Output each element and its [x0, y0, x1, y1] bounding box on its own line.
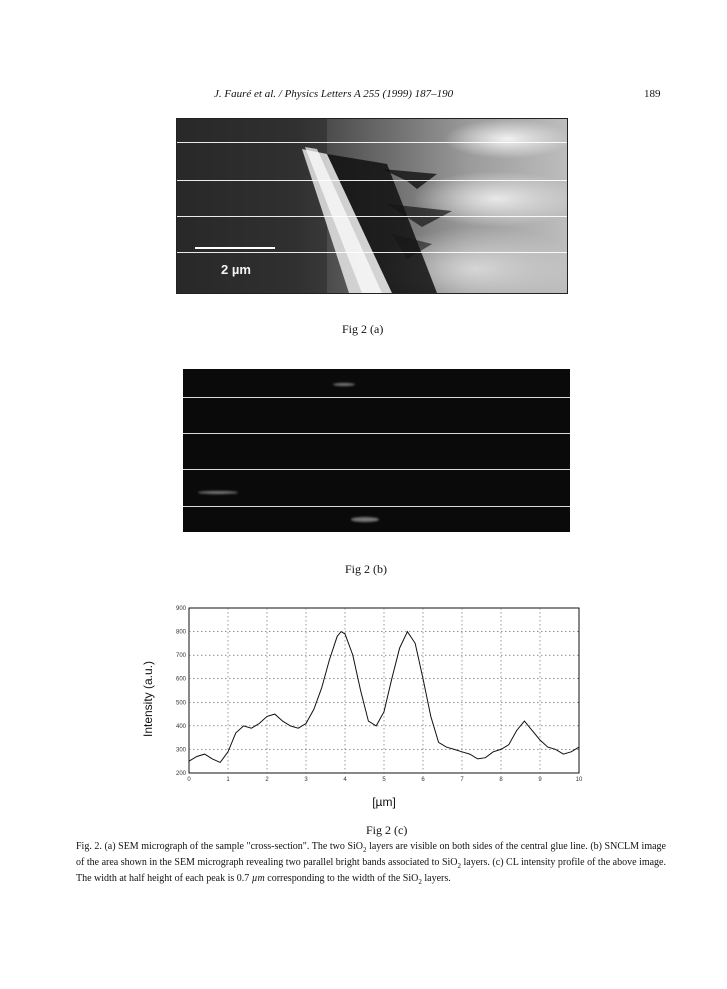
- y-tick-label: 700: [175, 653, 186, 660]
- sem-micrograph: [176, 118, 568, 294]
- caption-text: layers are visible on both sides of the central glue line. (b) SNCLM image of the area shown in the SEM micrograph revealing two parallel bright bands associated to SiO: [76, 841, 666, 868]
- running-head: J. Fauré et al. / Physics Letters A 255 (1999) 187–190: [214, 88, 454, 100]
- caption-subscript: 2: [418, 877, 422, 886]
- figure-a-label: Fig 2 (a): [342, 322, 384, 336]
- page-number: 189: [644, 88, 661, 100]
- x-tick-label: 4: [343, 777, 347, 783]
- bright-spot: [351, 517, 379, 522]
- y-tick-label: 900: [175, 606, 186, 612]
- scan-line: [177, 180, 567, 181]
- x-tick-label: 1: [226, 777, 230, 783]
- x-tick-label: 0: [187, 777, 191, 783]
- scan-line: [183, 469, 570, 470]
- caption-subscript: 2: [363, 846, 367, 854]
- x-tick-label: 3: [304, 777, 308, 783]
- y-tick-label: 300: [175, 747, 186, 754]
- scale-bar-label: 2 µm: [221, 262, 251, 277]
- y-tick-label: 600: [175, 676, 186, 683]
- caption-text: layers. (c) CL intensity profile of the above image. The width at half height of each peak is 0.7: [76, 856, 666, 884]
- x-axis-label: [µm]: [372, 795, 396, 809]
- caption-subscript: 2: [457, 861, 462, 870]
- scan-line: [183, 433, 570, 434]
- scan-line: [183, 506, 570, 507]
- x-tick-label: 10: [575, 777, 583, 783]
- figure-c-label: Fig 2 (c): [366, 823, 408, 837]
- x-tick-label: 5: [382, 777, 386, 783]
- x-tick-label: 6: [421, 777, 425, 783]
- scan-line: [177, 252, 567, 253]
- chart-canvas: [130, 600, 583, 810]
- x-tick-label: 2: [265, 777, 269, 783]
- y-axis-label: Intensity (a.u.): [141, 660, 155, 738]
- caption-text: corresponding to the width of the SiO: [264, 872, 419, 884]
- y-tick-label: 200: [175, 771, 186, 777]
- page-header: [0, 88, 727, 102]
- caption-text: layers.: [421, 872, 451, 884]
- y-tick-label: 500: [175, 700, 186, 707]
- scan-line: [177, 216, 567, 217]
- scan-line: [183, 397, 570, 398]
- intensity-profile-chart: [130, 600, 583, 810]
- caption-text: Fig. 2. (a) SEM micrograph of the sample "cross-section". The two SiO: [76, 841, 364, 852]
- figure-b-label: Fig 2 (b): [345, 562, 387, 576]
- bright-spot: [333, 383, 355, 386]
- y-tick-label: 400: [175, 723, 186, 730]
- figure-caption: [76, 841, 666, 888]
- caption-unit: µm: [251, 872, 265, 884]
- x-tick-label: 8: [499, 777, 503, 783]
- scan-line: [177, 142, 567, 143]
- bright-spot: [198, 491, 238, 494]
- snclm-image: [183, 369, 570, 532]
- x-tick-label: 7: [460, 777, 464, 783]
- y-tick-label: 800: [175, 629, 186, 636]
- x-tick-label: 9: [538, 777, 542, 783]
